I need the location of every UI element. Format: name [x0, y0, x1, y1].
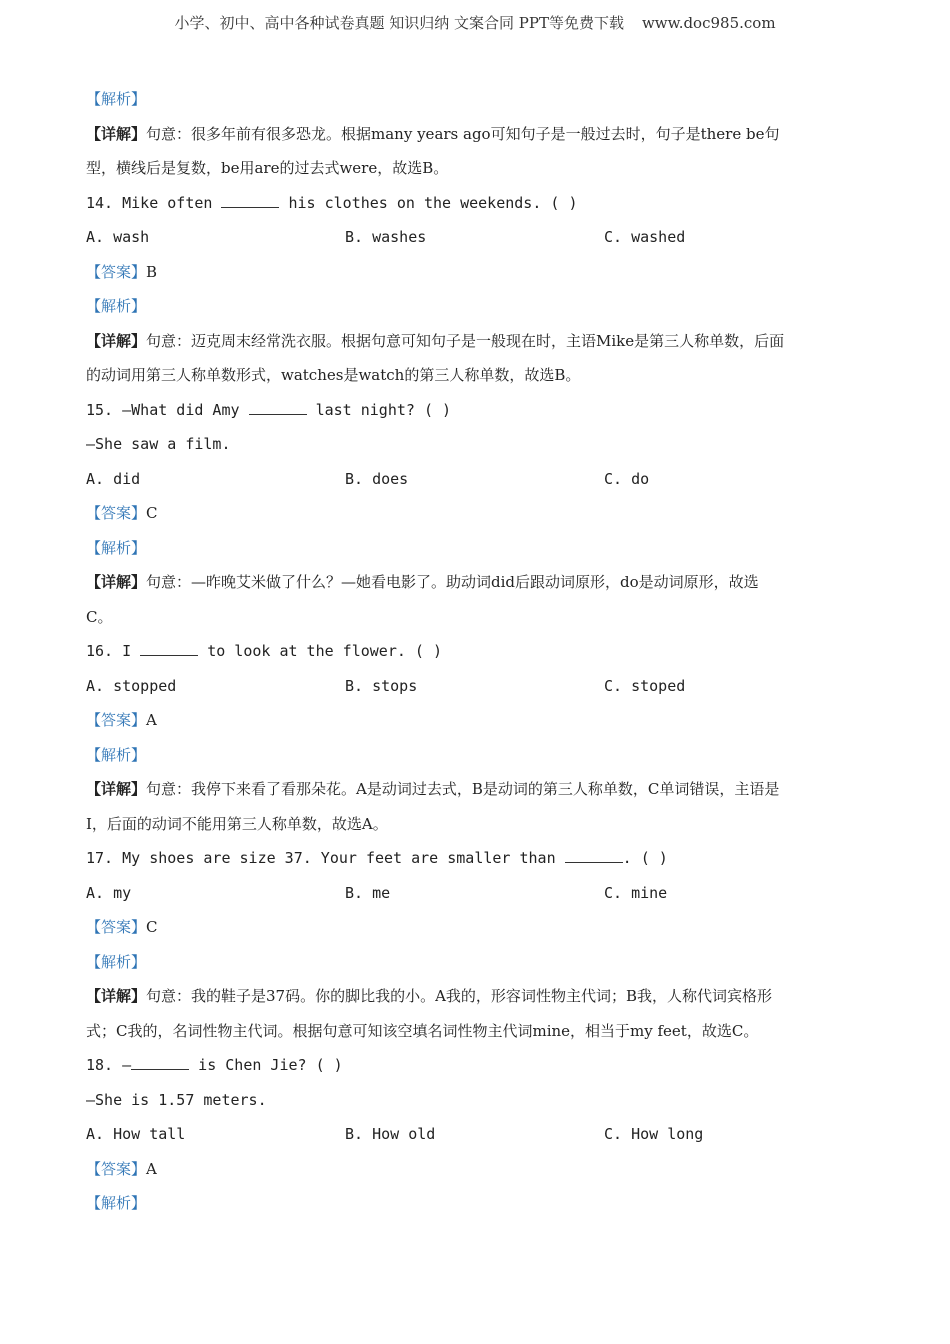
detail-tag: 【详解】 [86, 573, 147, 591]
q18-answer-value: A [146, 1159, 157, 1178]
header-text: 小学、初中、高中各种试卷真题 知识归纳 文案合同 PPT等免费下载 [174, 14, 624, 32]
q18-stem-end: is Chen Jie? ( ) [189, 1056, 343, 1074]
q15-option-a: A. did [86, 469, 141, 488]
q15-reply: —She saw a film. [86, 435, 231, 453]
q16-options [86, 669, 876, 704]
q17-stem-start: 17. My shoes are size 37. Your feet are smaller than [86, 849, 565, 867]
q17-answer [86, 910, 876, 945]
q14-detail-line1 [86, 324, 876, 359]
q15-analysis-label [86, 531, 876, 566]
q15-answer [86, 496, 876, 531]
analysis-tag: 【解析】 [86, 538, 147, 557]
q14-option-a: A. wash [86, 228, 150, 246]
exam-content [86, 82, 876, 1221]
q17-analysis-label [86, 945, 876, 980]
q14-analysis-label [86, 289, 876, 324]
q15-detail-line2: C。 [86, 607, 113, 626]
q17-detail-line1 [86, 979, 876, 1014]
q16-detail-line2: I，后面的动词不能用第三人称单数，故选A。 [86, 814, 388, 833]
q18-analysis-label [86, 1186, 876, 1221]
q16-option-b: B. stops [345, 676, 418, 695]
q17-stem-end: . ( ) [622, 849, 668, 867]
header-site[interactable]: www.doc985.com [641, 14, 776, 32]
q15-detail-line1 [86, 565, 876, 600]
q17-detail-line2: 式；C我的，名词性物主代词。根据句意可知该空填名词性物主代词mine，相当于my feet，故选C。 [86, 1021, 759, 1040]
q16-answer [86, 703, 876, 738]
analysis-tag: 【解析】 [86, 952, 147, 971]
q16-stem-end: to look at the flower. ( ) [198, 642, 443, 660]
q15-options [86, 462, 876, 497]
q14-stem-start: 14. Mike often [86, 193, 222, 212]
q14-detail-line2: 的动词用第三人称单数形式，watches是watch的第三人称单数，故选B。 [86, 366, 581, 384]
q18-option-c: C. How long [604, 1125, 704, 1143]
detail-tag: 【详解】 [86, 987, 147, 1005]
q13-detail-text: 句意：很多年前有很多恐龙。根据many years ago可知句子是一般过去时，句子是there be句 [146, 124, 780, 143]
detail-tag: 【详解】 [86, 780, 147, 798]
analysis-tag: 【解析】 [86, 1194, 147, 1212]
detail-tag: 【详解】 [86, 124, 147, 143]
q18-stem [86, 1048, 876, 1083]
q18-stem-start: 18. — [86, 1056, 132, 1074]
answer-tag: 【答案】 [86, 504, 147, 522]
q18-option-a: A. How tall [86, 1125, 186, 1143]
q16-blank [140, 643, 198, 656]
answer-tag: 【答案】 [86, 918, 147, 936]
q17-blank [565, 850, 623, 863]
analysis-tag: 【解析】 [86, 745, 147, 764]
q18-answer [86, 1152, 876, 1187]
q17-options [86, 876, 876, 911]
q16-stem-start: 16. I [86, 642, 141, 660]
q14-detail-text: 句意：迈克周末经常洗衣服。根据句意可知句子是一般现在时，主语Mike是第三人称单数，后面 [146, 331, 785, 350]
q16-option-c: C. stoped [604, 676, 686, 695]
q14-answer [86, 255, 876, 290]
q15-stem-start: 15. —What did Amy [86, 400, 249, 419]
q15-blank [249, 402, 307, 415]
q14-options [86, 220, 876, 255]
q15-option-c: C. do [604, 469, 650, 488]
q15-answer-value: C [146, 504, 158, 522]
q13-detail-line1 [86, 117, 876, 152]
q17-stem [86, 841, 876, 876]
q15-detail-text: 句意：—昨晚艾米做了什么？—她看电影了。助动词did后跟动词原形，do是动词原形，故选 [146, 573, 759, 591]
q17-option-c: C. mine [604, 883, 668, 902]
answer-tag: 【答案】 [86, 711, 147, 729]
q16-analysis-label [86, 738, 876, 773]
q14-answer-value: B [146, 262, 158, 281]
q13-detail-line2: 型，横线后是复数，be用are的过去式were，故选B。 [86, 159, 449, 177]
q15-stem-end: last night? ( ) [306, 400, 452, 419]
q18-blank [131, 1057, 189, 1070]
q16-stem [86, 634, 876, 669]
q18-option-b: B. How old [345, 1125, 436, 1143]
analysis-tag: 【解析】 [86, 90, 147, 108]
answer-tag: 【答案】 [86, 1159, 147, 1178]
q17-answer-value: C [146, 918, 158, 936]
q16-option-a: A. stopped [86, 676, 177, 695]
q15-option-b: B. does [345, 469, 409, 488]
q18-options [86, 1117, 876, 1152]
q15-stem [86, 393, 876, 428]
q17-option-a: A. my [86, 883, 132, 902]
q14-option-b: B. washes [345, 228, 427, 246]
q17-detail-text: 句意：我的鞋子是37码。你的脚比我的小。A我的，形容词性物主代词；B我，人称代词宾格形 [146, 987, 772, 1005]
q13-analysis-label [86, 82, 876, 117]
q14-blank [221, 195, 279, 208]
q16-answer-value: A [146, 711, 157, 729]
q18-reply: —She is 1.57 meters. [86, 1090, 267, 1109]
q14-option-c: C. washed [604, 228, 686, 246]
q17-option-b: B. me [345, 883, 391, 902]
answer-tag: 【答案】 [86, 262, 147, 281]
detail-tag: 【详解】 [86, 331, 147, 350]
q16-detail-line1 [86, 772, 876, 807]
q14-stem [86, 186, 876, 221]
analysis-tag: 【解析】 [86, 297, 147, 315]
q14-stem-end: his clothes on the weekends. ( ) [279, 193, 578, 212]
q16-detail-text: 句意：我停下来看了看那朵花。A是动词过去式，B是动词的第三人称单数，C单词错误，主语是 [146, 780, 780, 798]
page-header [0, 12, 950, 33]
